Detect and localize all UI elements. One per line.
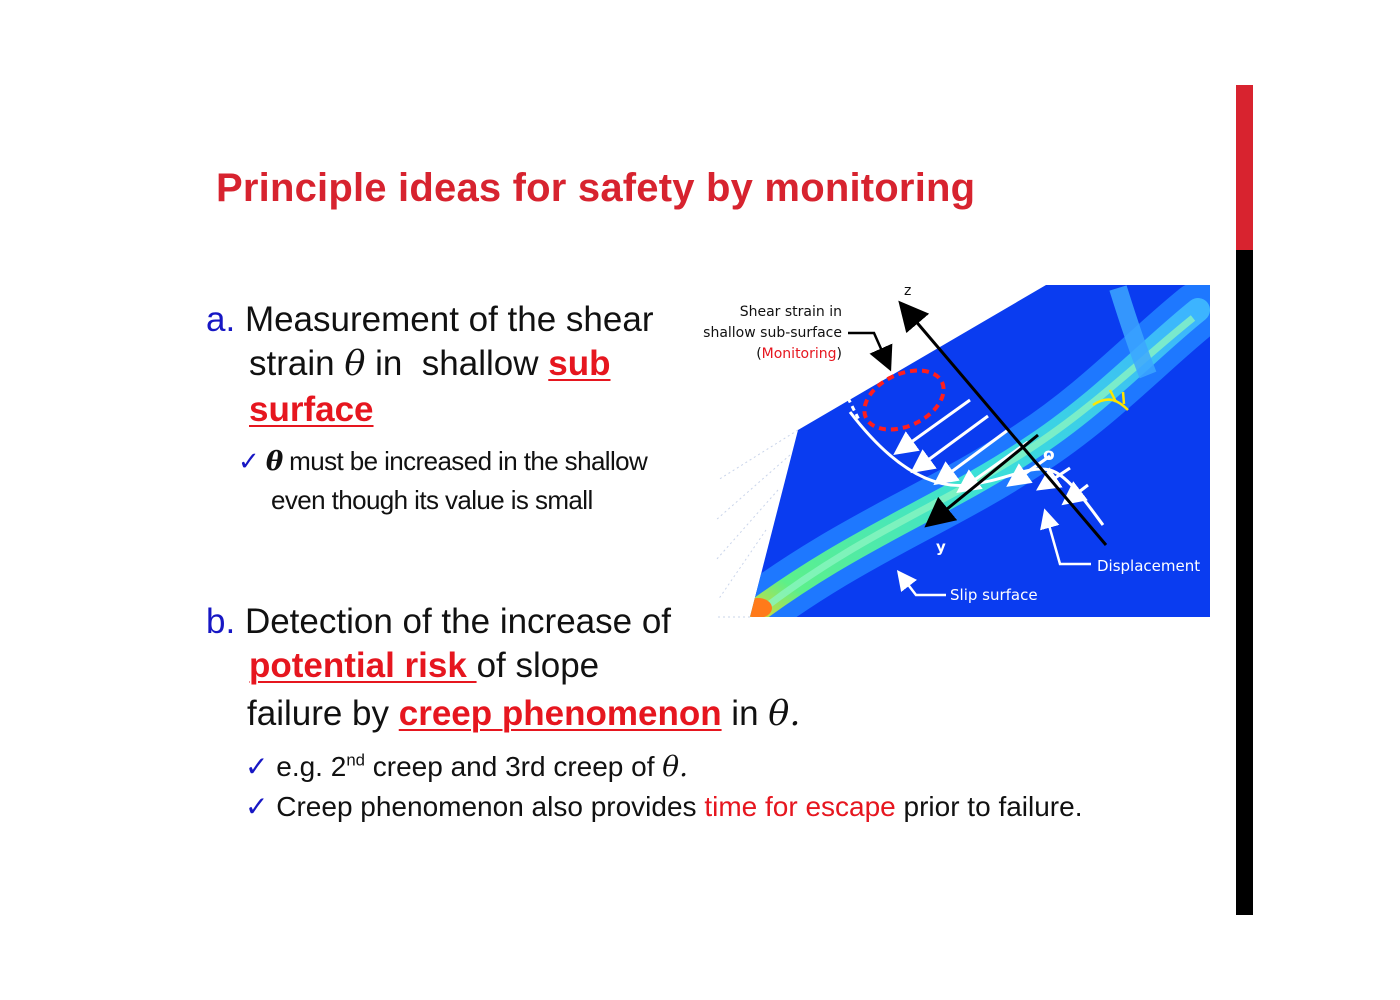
section-a-line3 [206, 388, 654, 432]
bullet-1-sup: nd [346, 750, 365, 770]
side-bar-red [1236, 85, 1253, 250]
highlight-potential-risk: potential risk [249, 646, 477, 685]
shear-label-line3 [698, 344, 842, 365]
section-a-line2 [206, 342, 654, 386]
section-b-line2-rest: of slope [476, 646, 600, 685]
section-a-line1-text: Measurement of the shear [244, 300, 654, 339]
section-b-line3 [206, 692, 800, 736]
shear-label-pointer [848, 333, 886, 360]
slip-surface-label: Slip surface [950, 586, 1038, 604]
section-b-line2 [206, 644, 800, 688]
bullet-2-post: prior to failure. [895, 791, 1083, 822]
section-a-bullet-text1: must be increased in the shallow [282, 446, 648, 476]
slope-strain-figure [698, 280, 1228, 625]
section-a-bullet-line2 [238, 481, 647, 519]
highlight-creep-phenomenon: creep phenomenon [398, 694, 722, 733]
section-b-letter: b. [206, 602, 236, 641]
shear-label-line2: shallow sub-surface [703, 325, 842, 341]
z-axis-label: z [904, 283, 912, 299]
section-a-line2-mid: in shallow [365, 344, 549, 383]
bullet-1-pre: e.g. 2 [276, 751, 347, 782]
bullet-2-pre: Creep phenomenon also provides [276, 791, 705, 822]
time-for-escape: time for escape [704, 791, 896, 822]
highlight-sub: sub [548, 344, 611, 383]
y-axis-label: y [936, 538, 946, 556]
section-a-bullet [238, 442, 647, 519]
section-a-bullet-line1 [238, 442, 647, 481]
section-b-line1-text: Detection of the increase of [244, 602, 672, 641]
check-icon: ✓ [245, 790, 269, 823]
theta-symbol: θ. [768, 694, 801, 734]
section-a [206, 298, 654, 432]
section-b-line3-mid: in [721, 694, 769, 733]
highlight-surface: surface [249, 390, 374, 429]
section-a-line1 [206, 298, 654, 342]
check-icon: ✓ [238, 447, 260, 477]
section-b-bullet-1 [245, 750, 688, 783]
section-b-line3-pre: failure by [247, 694, 399, 733]
section-a-line2-pre: strain [249, 344, 345, 383]
section-b-bullet-2 [245, 790, 1082, 823]
origin-label: o [1043, 445, 1055, 465]
section-a-letter: a. [206, 300, 236, 339]
theta-symbol: θ [265, 447, 283, 477]
slide-title: Principle ideas for safety by monitoring [216, 166, 976, 210]
theta-symbol: θ. [662, 750, 689, 783]
bullet-1-post: creep and 3rd creep of [364, 751, 663, 782]
check-icon: ✓ [245, 750, 269, 783]
toe-hotspot [744, 598, 772, 618]
paren-open: ( [756, 346, 762, 362]
section-a-bullet-text2: even though its value is small [271, 485, 593, 515]
shear-label-line1: Shear strain in [739, 304, 842, 320]
displacement-label: Displacement [1097, 557, 1201, 575]
theta-symbol: θ [344, 344, 366, 384]
shear-strain-label [698, 302, 842, 365]
side-bar-black [1236, 250, 1253, 915]
paren-close: ) [836, 346, 842, 362]
monitoring-label: Monitoring [761, 346, 837, 362]
